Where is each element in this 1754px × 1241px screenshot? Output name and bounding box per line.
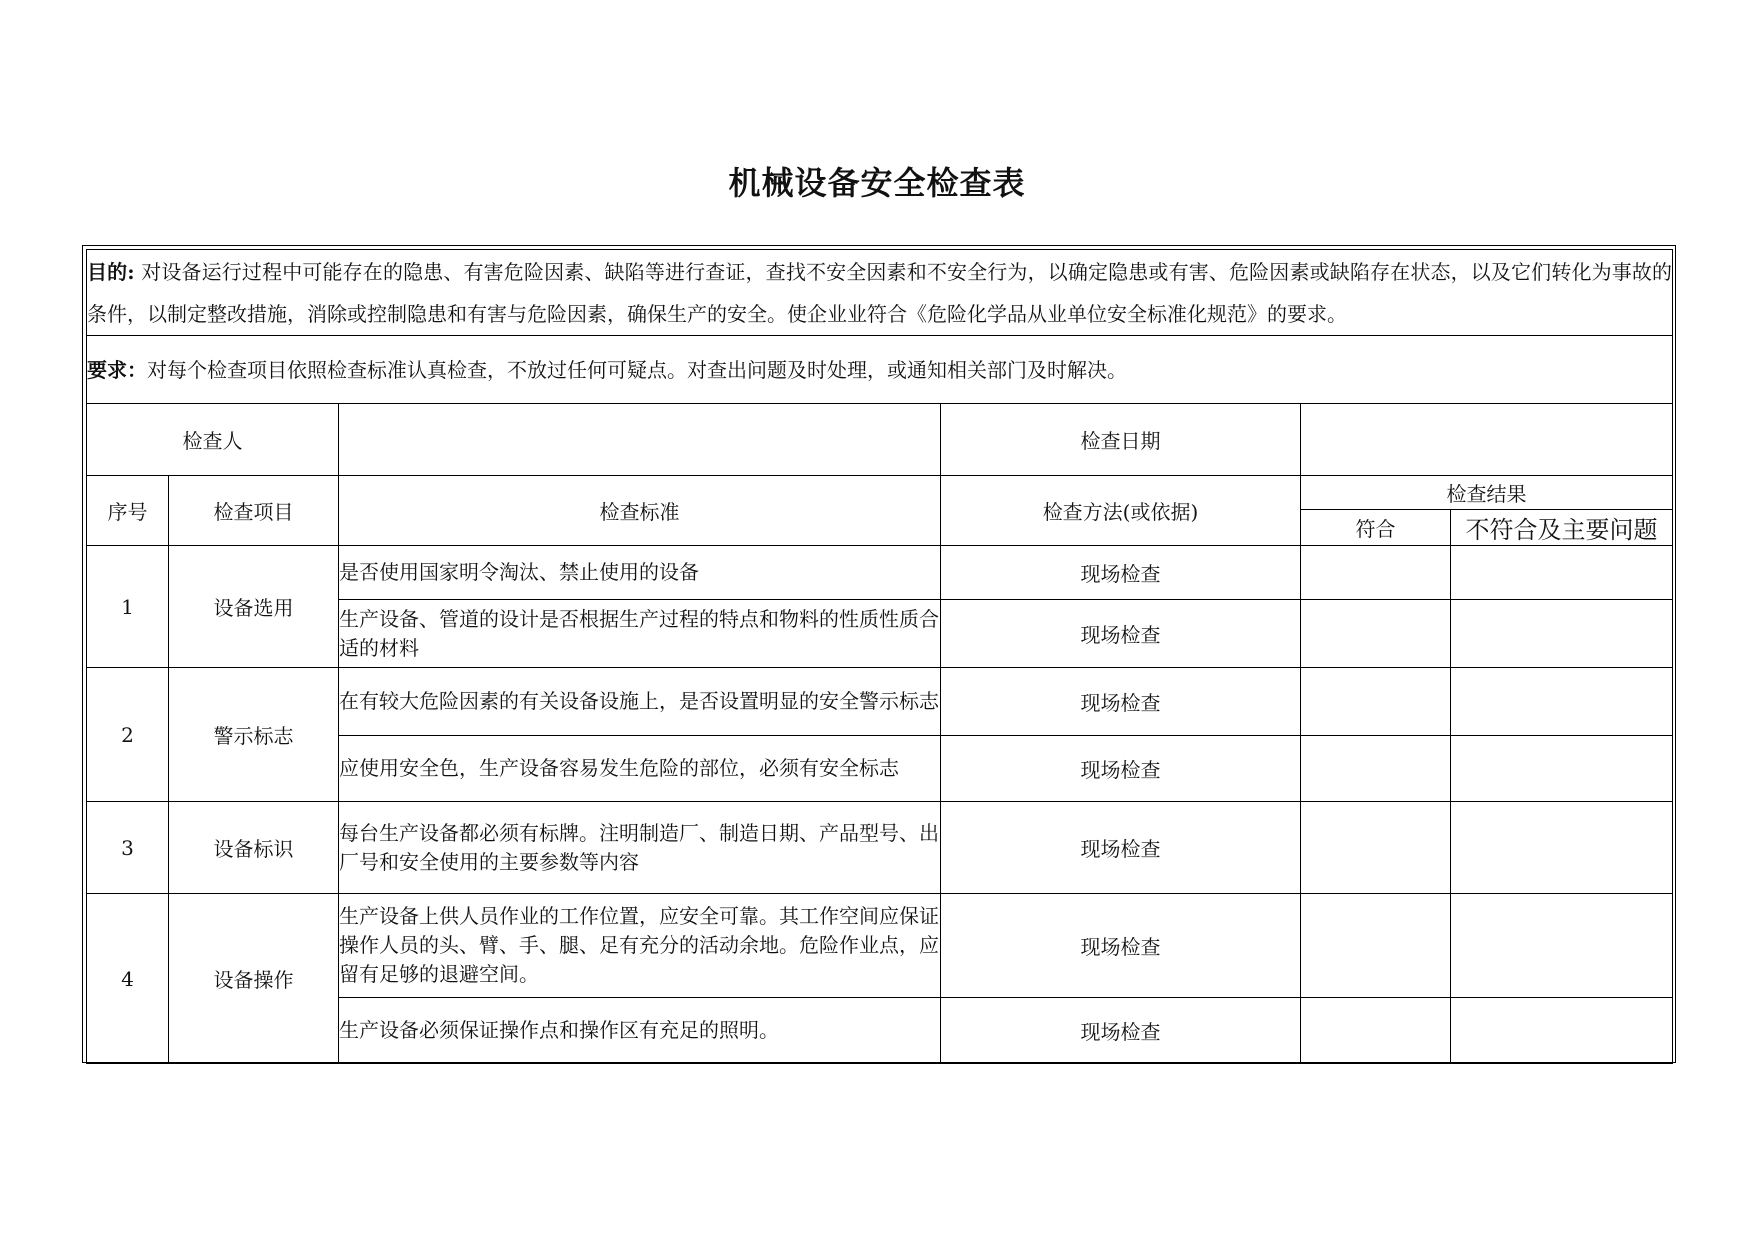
standard-cell: 生产设备必须保证操作点和操作区有充足的照明。: [339, 998, 941, 1064]
table-row: [87, 668, 1673, 736]
inspector-value-cell: [339, 404, 941, 476]
header-fail: 不符合及主要问题: [1451, 510, 1673, 546]
standard-cell: 在有较大危险因素的有关设备设施上，是否设置明显的安全警示标志: [339, 668, 941, 736]
page-title: 机械设备安全检查表: [728, 164, 1026, 202]
standard-cell: 生产设备上供人员作业的工作位置，应安全可靠。其工作空间应保证操作人员的头、臂、手、腿、足有充分的活动余地。危险作业点，应留有足够的退避空间。: [339, 894, 941, 998]
fail-cell: [1451, 668, 1673, 736]
requirement-text: 对每个检查项目依照检查标准认真检查，不放过任何可疑点。对查出问题及时处理，或通知相关部门及时解决。: [147, 357, 1127, 382]
table-row: [87, 546, 1673, 600]
method-cell: 现场检查: [941, 802, 1301, 894]
header-item: 检查项目: [169, 476, 339, 546]
pass-cell: [1301, 998, 1451, 1064]
purpose-label: 目的: [87, 259, 128, 284]
table-row: [87, 894, 1673, 998]
method-cell: 现场检查: [941, 736, 1301, 802]
pass-cell: [1301, 736, 1451, 802]
pass-cell: [1301, 546, 1451, 600]
group-item: 设备标识: [169, 802, 339, 894]
purpose-row: [87, 250, 1673, 336]
fail-cell: [1451, 736, 1673, 802]
pass-cell: [1301, 802, 1451, 894]
group-item: 设备选用: [169, 546, 339, 668]
fail-cell: [1451, 998, 1673, 1064]
header-pass: 符合: [1301, 510, 1451, 546]
fail-cell: [1451, 546, 1673, 600]
standard-cell: 是否使用国家明令淘汰、禁止使用的设备: [339, 546, 941, 600]
method-cell: 现场检查: [941, 668, 1301, 736]
fail-cell: [1451, 802, 1673, 894]
group-item: 设备操作: [169, 894, 339, 1064]
requirement-row: [87, 336, 1673, 404]
method-cell: 现场检查: [941, 600, 1301, 668]
table-row: [87, 802, 1673, 894]
standard-cell: 应使用安全色，生产设备容易发生危险的部位，必须有安全标志: [339, 736, 941, 802]
inspector-label: 检查人: [87, 404, 339, 476]
pass-cell: [1301, 600, 1451, 668]
header-result: 检查结果: [1301, 476, 1673, 510]
standard-cell: 生产设备、管道的设计是否根据生产过程的特点和物料的性质性质合适的材料: [339, 600, 941, 668]
group-item: 警示标志: [169, 668, 339, 802]
pass-cell: [1301, 894, 1451, 998]
header-standard: 检查标准: [339, 476, 941, 546]
standard-cell: 每台生产设备都必须有标牌。注明制造厂、制造日期、产品型号、出厂号和安全使用的主要参数等内容: [339, 802, 941, 894]
inspector-row: [87, 404, 1673, 476]
date-value-cell: [1301, 404, 1673, 476]
group-no: 1: [87, 546, 169, 668]
method-cell: 现场检查: [941, 998, 1301, 1064]
purpose-text: 对设备运行过程中可能存在的隐患、有害危险因素、缺陷等进行查证，查找不安全因素和不安全行为，以确定隐患或有害、危险因素或缺陷存在状态，以及它们转化为事故的条件，以制定整改措施，消除或控制隐患和有害与危险因素，确保生产的安全。使企业业符合《危险化学品从业单位安全标准化规范》的要求。: [87, 259, 1673, 326]
pass-cell: [1301, 668, 1451, 736]
group-no: 3: [87, 802, 169, 894]
date-label: 检查日期: [941, 404, 1301, 476]
method-cell: 现场检查: [941, 546, 1301, 600]
header-row-1: [87, 476, 1673, 510]
group-no: 4: [87, 894, 169, 1064]
header-method: 检查方法(或依据): [941, 476, 1301, 546]
requirement-cell: [87, 336, 1673, 404]
group-no: 2: [87, 668, 169, 802]
method-cell: 现场检查: [941, 894, 1301, 998]
fail-cell: [1451, 894, 1673, 998]
fail-cell: [1451, 600, 1673, 668]
inspection-table: [86, 249, 1673, 1064]
header-no: 序号: [87, 476, 169, 546]
purpose-cell: 目的: 对设备运行过程中可能存在的隐患、有害危险因素、缺陷等进行查证，查找不安全因素和不安全行为，以确定隐患或有害、危险因素或缺陷存在状态，以及它们转化为事故的条件，以制定整改措施，消除或控制隐患和有害与危险因素，确保生产的安全。使企业业符合《危险化学品从业单位安全标准化规范》的要求。: [87, 250, 1673, 336]
requirement-label: 要求：: [87, 357, 147, 382]
